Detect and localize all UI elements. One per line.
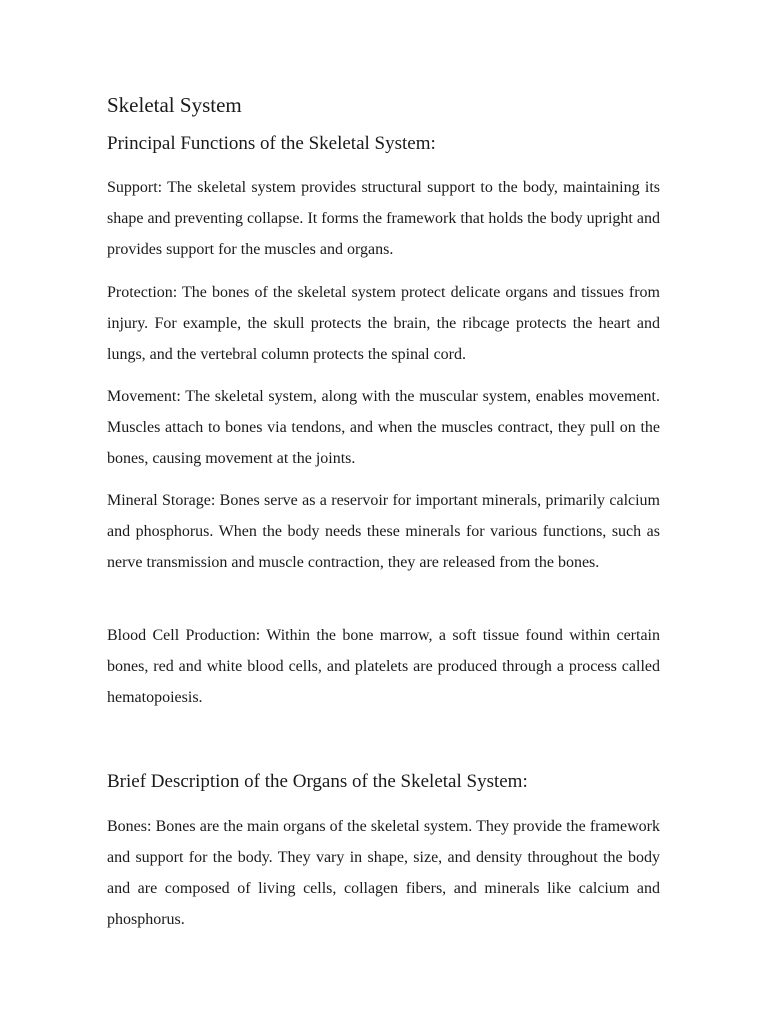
page-title: Skeletal System: [107, 93, 242, 117]
paragraph-movement: Movement: The skeletal system, along with the muscular system, enables movement. Muscles attach to bones via tendons, and when the muscles contract, they pull on the bones, causing movement at the joints.: [107, 388, 660, 467]
paragraph-support: Support: The skeletal system provides structural support to the body, maintaining its shape and preventing collapse. It forms the framework that holds the body upright and provides support for the muscles and organs.: [107, 179, 660, 258]
paragraph-bones: Bones: Bones are the main organs of the skeletal system. They provide the framework and support for the body. They vary in shape, size, and density throughout the body and are composed of living cells, collagen fibers, and minerals like calcium and phosphorus.: [107, 818, 660, 928]
paragraph-protection: Protection: The bones of the skeletal system protect delicate organs and tissues from injury. For example, the skull protects the brain, the ribcage protects the heart and lungs, and the vertebral column protects the spinal cord.: [107, 284, 660, 363]
paragraph-blood-cell-production: Blood Cell Production: Within the bone marrow, a soft tissue found within certain bones, red and white blood cells, and platelets are produced through a process called hematopoiesis.: [107, 627, 660, 706]
paragraph-mineral-storage: Mineral Storage: Bones serve as a reservoir for important minerals, primarily calcium and phosphorus. When the body needs these minerals for various functions, such as nerve transmission and muscle contraction, they are released from the bones.: [107, 492, 660, 571]
section-heading-principal-functions: Principal Functions of the Skeletal System:: [107, 133, 436, 154]
section-heading-organs: Brief Description of the Organs of the Skeletal System:: [107, 771, 528, 792]
